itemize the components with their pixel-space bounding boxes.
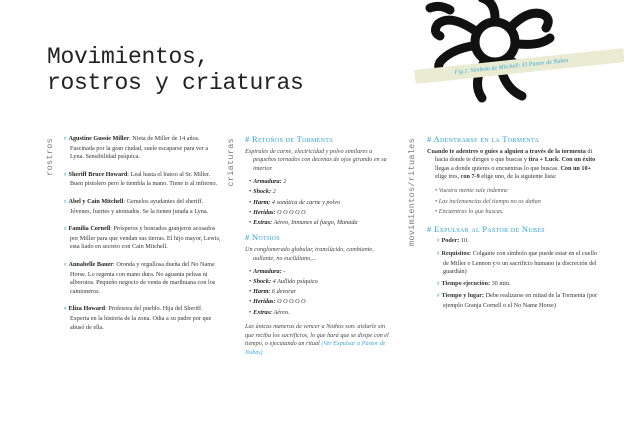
stat-row: • Heridas: O O O O O (249, 208, 306, 216)
hash-bullet-icon: # (64, 199, 67, 205)
stat-row: • Armadura: 2 (249, 178, 287, 186)
option-item: • Vuestra mente sale indemne (435, 186, 508, 194)
stat-row: • Shock: 2 (249, 188, 276, 196)
ritual-item: # Poder: 10. (437, 237, 469, 245)
character-name: Abel y Cain Mitchell (68, 197, 124, 205)
hash-bullet-icon: # (64, 307, 67, 313)
character-entry: # Abel y Cain Mitchell: Gemelos ayudantes del sheriff. Jóvenes, fuertes y atontados. Se la tienen jurada a Lyna. (64, 197, 209, 215)
character-text: Gemelos ayudantes del sheriff. Jóvenes, fuertes y atontados. Se la tienen jurada a Lyna. (70, 197, 209, 215)
hash-bullet-icon: # (64, 262, 67, 268)
retonos-description: Espirales de carne, electricidad y polvo similares a pequeños tornados con decenas de ojos girando en su interior. (245, 147, 387, 172)
movimientos-column (427, 135, 602, 314)
character-entry: # Sheriff Bruce Howard: Leal hasta el hueso al Sr. Miller. Buen pistolero pero le tiembla la mano. Tiene ir al infierno. (64, 170, 218, 188)
page-title (47, 44, 304, 96)
nothos-description: Un conglomerado globular, translúcido, cambiante, aullante, no euclidiano,... (245, 245, 374, 262)
heading-nothos: # Nothos (245, 232, 280, 243)
character-entry: # Agustine Gussie Miller: Nieta de Miller de 14 años. Fascinada por la gran ciudad, suele escaparse para ver a Lyna. Sensibilidad psíquica. (64, 135, 209, 161)
rostros-column (64, 135, 222, 341)
hash-bullet-icon: # (64, 227, 67, 233)
hash-bullet-icon: # (64, 137, 67, 142)
character-text: Leal hasta el hueso al Sr. Miller. Buen pistolero pero le tiembla la mano. Tiene ir al infierno. (70, 170, 218, 188)
adentrarse-move-text: Cuando te adentres o guíes a alguien a través de la tormenta di hacia donde te diriges o que buscas y tira + Luck. Con un éxito llegas a donde quieres o encuentras lo que buscas. Con un 10+ elige tres, con 7-9 elige uno, de la siguiente lista: (427, 147, 596, 181)
stat-row: • Heridas: O O O O O (249, 298, 306, 306)
hash-bullet-icon: # (437, 294, 440, 300)
nothos-stats (245, 268, 395, 317)
character-text: Profesora del pueblo. Hija del Sheriff. Experta en la historia de la zona. Odia a su padre por que abusó de ella. (70, 305, 212, 331)
character-entry: # Eliza Howard: Profesora del pueblo. Hija del Sheriff. Experta en la historia de la zona. Odia a su padre por que abusó de ella. (64, 305, 212, 331)
stat-row: • Harm: 4 sonática de carne y polvo (249, 198, 341, 206)
heading-retonos: # Retoños de Tormenta (245, 134, 334, 144)
hash-bullet-icon: # (437, 281, 440, 287)
heading-expulsar: # Expulsar al Pastor de Nubes (427, 223, 545, 234)
character-name: Familia Cornell (68, 225, 111, 233)
section-label-criaturas: criaturas (226, 138, 236, 187)
stat-row: • Armadura: - (249, 268, 286, 276)
option-item: • Encuentras lo que buscas. (435, 208, 504, 216)
ritual-link[interactable]: (Ver Expulsar a Pastor de Nubes) (245, 340, 386, 356)
ritual-item: # Tiempo ejecución: 30 min. (437, 279, 511, 287)
stat-row: • Extras: Aéreo, Inmunes al fuego, Manada (249, 218, 358, 226)
section-label-movimientos: movimientos/rituales (407, 138, 417, 247)
hash-bullet-icon: # (64, 172, 67, 178)
character-name: Eliza Howard (68, 305, 106, 313)
character-name: Agustine Gussie Miller (68, 135, 129, 142)
character-entry: # Annabelle Bauer: Oronda y orgullosa dueña del No Name Horse. Lo regenta con mano dura. No aguanta peleas ni alborotos. Pequeño negocio de venta de marihuana con los camioneros. (64, 260, 216, 295)
figure-caption: Fig 1. Símbolo de Mitchell: El Pastor de Nubes (414, 48, 624, 84)
stat-row: • Harm: 6 devorar (249, 288, 297, 296)
title-line-2: rostros y criaturas (47, 70, 304, 96)
hash-bullet-icon: # (437, 239, 440, 245)
character-name: Annabelle Bauer (68, 260, 114, 268)
heading-adentrarse: # Adentrarse en la Tormenta (427, 134, 540, 144)
retonos-stats (245, 178, 395, 227)
stat-row: • Extras: Aéreo. (249, 308, 290, 316)
character-text: Oronda y orgullosa dueña del No Name Horse. Lo regenta con mano dura. No aguanta peleas ni alborotos. Pequeño negocio de venta de marihuana con los camioneros. (70, 260, 216, 295)
hash-bullet-icon: # (437, 251, 440, 257)
character-text: Nieta de Miller de 14 años. Fascinada por la gran ciudad, suele escaparse para ver a Lyna. Sensibilidad psíquica. (70, 135, 209, 161)
stat-row: • Shock: 4 Aullido psíquico (249, 278, 318, 286)
expulsar-ritual-list (427, 237, 602, 310)
character-entry: # Familia Cornell: Prósperos y honrados granjeros acosados por Miller para que vendan sus tierras. El hijo mayor, Lewis, esta liado en secreto con Cain Mitchell. (64, 225, 221, 251)
title-line-1: Movimientos, (47, 44, 210, 70)
criaturas-column (245, 135, 395, 357)
ritual-item: # Requisitos: Colgante con símbolo que puede estar en el cuello de Miller o Lennon y/o un sacrificio humano (a discreción del guardián) (437, 249, 598, 276)
adentrarse-options (427, 187, 602, 217)
nothos-note: Las únicas maneras de vencer a Nothos son: aislarle sin que reciba los sacrificios, lo que hará que se disipe con el tiempo, o ejecutando un ritual (Ver Expulsar a Pastor de Nubes) (245, 323, 389, 356)
section-label-rostros: rostros (45, 138, 55, 176)
option-item: • Las inclemencias del tiempo no os dañan (435, 197, 541, 205)
character-text: Prósperos y honrados granjeros acosados por Miller para que vendan sus tierras. El hijo mayor, Lewis, esta liado en secreto con Cain Mitchell. (70, 225, 221, 251)
ritual-item: # Tiempo y lugar: Debe realizarse en mitad de la Tormenta (por ejemplo Granja Cornell o el No Name Horse) (437, 292, 598, 309)
character-name: Sheriff Bruce Howard (68, 170, 128, 178)
